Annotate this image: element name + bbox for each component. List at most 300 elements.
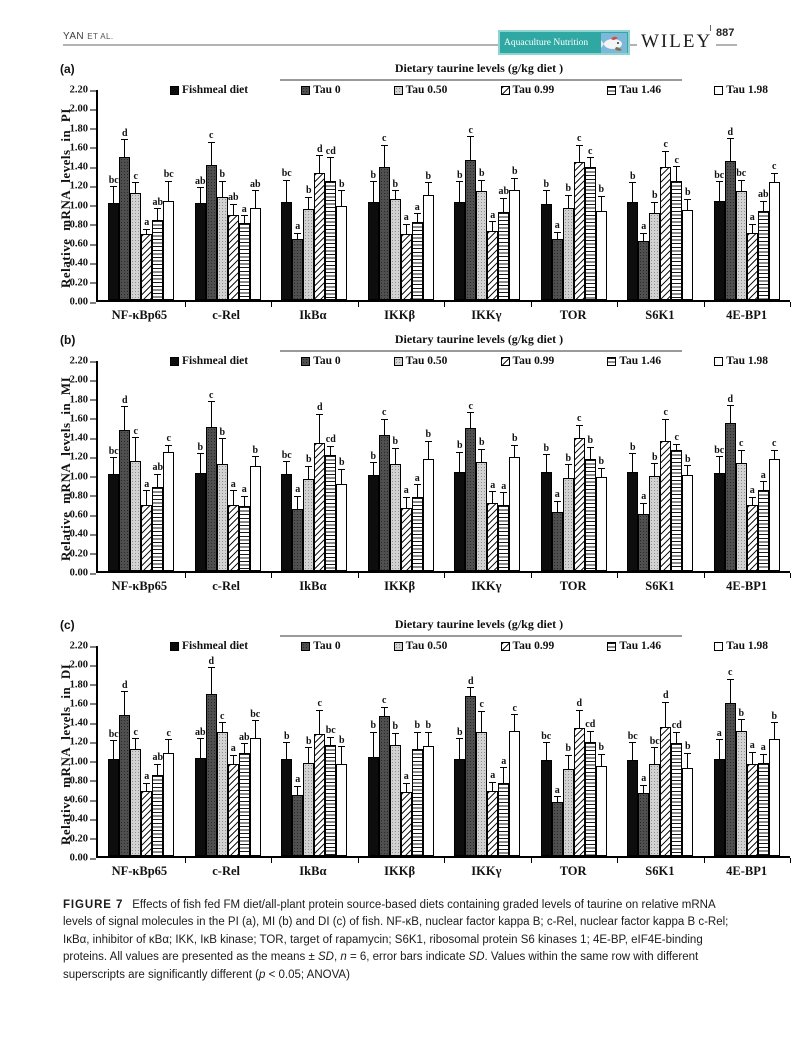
error-bar: [110, 457, 117, 474]
significance-letter: ab: [194, 726, 206, 738]
bar: [390, 436, 401, 571]
legend-marker-icon: [607, 642, 616, 651]
significance-letter: c: [382, 133, 387, 145]
error-bar: [489, 221, 496, 232]
significance-letter: b: [684, 453, 691, 465]
significance-letter: b: [511, 166, 518, 178]
bar: [552, 784, 563, 856]
bar: [130, 425, 141, 571]
y-tick-label: 1.00: [69, 471, 88, 483]
legend-marker-icon: [170, 642, 179, 651]
bar: [747, 212, 758, 300]
y-tick-label: 1.40: [69, 432, 88, 444]
legend-item-white: [714, 355, 768, 367]
x-category-label: 4E-BP1: [726, 308, 768, 322]
significance-letter: c: [772, 438, 777, 450]
bar: [239, 484, 250, 571]
bar: [509, 702, 520, 856]
error-bar: [132, 437, 139, 462]
error-bar: [392, 448, 399, 465]
error-bar: [684, 465, 691, 476]
bar: [758, 469, 769, 571]
significance-letter: b: [338, 734, 345, 746]
significance-letter: b: [771, 710, 778, 722]
error-bar: [565, 195, 572, 209]
significance-letter: bc: [108, 445, 119, 457]
bar: [368, 450, 379, 571]
significance-letter: b: [738, 707, 745, 719]
bar: [498, 755, 509, 856]
significance-letter: c: [166, 727, 171, 739]
error-bar: [760, 754, 767, 764]
legend-item-light-gray-dots: [394, 640, 448, 652]
significance-letter: ab: [757, 189, 769, 201]
y-tick-label: 1.60: [69, 413, 88, 425]
error-bar: [403, 497, 410, 510]
significance-letter: bc: [541, 730, 552, 742]
bar-group: [617, 646, 704, 856]
significance-letter: a: [490, 479, 496, 491]
error-bar: [208, 667, 215, 695]
error-bar: [132, 182, 139, 194]
fish-icon: [601, 33, 627, 53]
significance-letter: b: [219, 426, 226, 438]
bar: [487, 770, 498, 856]
y-tick-label: 1.40: [69, 717, 88, 729]
bar: [725, 667, 736, 856]
bar: [228, 478, 239, 571]
error-bar: [749, 497, 756, 507]
bar: [250, 444, 261, 571]
bar: [487, 479, 498, 571]
y-tick-label: 2.00: [69, 103, 88, 115]
bar: [412, 201, 423, 300]
y-axis: [68, 640, 96, 864]
bar-group: [98, 646, 185, 856]
bar: [303, 735, 314, 856]
significance-letter: a: [501, 755, 507, 767]
bar: [423, 429, 434, 571]
legend-marker-icon: [714, 357, 723, 366]
y-tick-label: 2.20: [69, 355, 88, 367]
y-axis-label: Relative mRNA levels in PI: [58, 108, 73, 288]
legend-label: Tau 1.98: [726, 640, 768, 652]
running-head: [63, 31, 114, 42]
bar: [368, 169, 379, 300]
legend-marker-icon: [301, 357, 310, 366]
caption-segment: p: [259, 968, 266, 981]
bar: [758, 742, 769, 856]
significance-letter: b: [392, 178, 399, 190]
significance-letter: b: [651, 190, 658, 202]
bar: [390, 721, 401, 856]
error-bar: [197, 453, 204, 473]
bar: [292, 484, 303, 571]
bar: [585, 719, 596, 856]
significance-letter: a: [230, 743, 236, 755]
legend-marker-icon: [607, 357, 616, 366]
legend-item-white: [714, 640, 768, 652]
error-bar: [640, 233, 647, 243]
bar: [194, 726, 206, 856]
y-tick-label: 0.00: [69, 567, 88, 579]
significance-letter: c: [588, 145, 593, 157]
bar: [682, 187, 693, 300]
error-bar: [283, 742, 290, 759]
legend-label: Tau 0.99: [512, 640, 555, 652]
error-bar: [241, 496, 248, 508]
bar: [660, 139, 671, 300]
error-bar: [165, 739, 172, 753]
error-bar: [749, 752, 756, 766]
bar: [250, 708, 261, 856]
significance-letter: c: [468, 400, 473, 412]
y-tick-label: 0.20: [69, 277, 88, 289]
legend-label: Tau 0: [313, 355, 341, 367]
bar: [163, 169, 174, 300]
x-category-label: IkBα: [299, 864, 327, 878]
error-bar: [771, 173, 778, 184]
error-bar: [727, 405, 734, 423]
bar: [368, 720, 379, 856]
y-tick-label: 2.00: [69, 374, 88, 386]
significance-letter: cd: [325, 145, 336, 157]
bar-group: [185, 90, 272, 300]
significance-letter: b: [511, 433, 518, 445]
plot-wrap: [68, 640, 790, 864]
bar: [596, 742, 607, 856]
bar-group: [704, 90, 791, 300]
error-bar: [154, 764, 161, 777]
error-bar: [598, 196, 605, 212]
bar: [671, 720, 682, 856]
significance-letter: b: [425, 170, 432, 182]
legend: [170, 640, 768, 652]
error-bar: [749, 224, 756, 234]
significance-letter: bc: [325, 725, 336, 737]
significance-letter: b: [565, 452, 572, 464]
significance-letter: d: [727, 393, 734, 405]
significance-letter: b: [456, 726, 463, 738]
significance-letter: b: [425, 429, 432, 441]
panel-a: [58, 60, 794, 328]
legend-item-diagonal-hatch: [501, 84, 555, 96]
significance-letter: a: [554, 784, 560, 796]
significance-letter: c: [772, 161, 777, 173]
bar: [714, 169, 725, 300]
bar: [769, 710, 780, 856]
error-bar: [716, 739, 723, 759]
error-bar: [738, 180, 745, 193]
error-bar: [500, 198, 507, 213]
error-bar: [511, 445, 518, 459]
bar: [649, 451, 660, 571]
error-bar: [771, 722, 778, 740]
legend-label: Tau 0.50: [405, 355, 448, 367]
y-tick-label: 1.20: [69, 736, 88, 748]
bar-group: [531, 646, 618, 856]
bar: [747, 485, 758, 571]
bar: [682, 453, 693, 571]
error-bar: [425, 441, 432, 460]
bar-group: [617, 90, 704, 300]
error-bar: [392, 733, 399, 747]
error-bar: [143, 490, 150, 505]
error-bar: [456, 181, 463, 202]
error-bar: [554, 796, 561, 803]
significance-letter: d: [121, 127, 128, 139]
x-category-label: IKKβ: [384, 308, 416, 322]
significance-letter: c: [739, 438, 744, 450]
bar: [238, 731, 250, 856]
error-bar: [500, 767, 507, 783]
x-category-label: IkBα: [299, 579, 327, 593]
error-bar: [219, 722, 226, 733]
bar: [541, 442, 552, 571]
significance-letter: c: [133, 170, 138, 182]
bar: [509, 166, 520, 300]
x-category-label: c-Rel: [212, 864, 240, 878]
significance-letter: a: [554, 220, 560, 232]
legend-label: Tau 1.46: [619, 84, 662, 96]
significance-letter: bc: [736, 168, 747, 180]
legend-marker-icon: [714, 642, 723, 651]
y-axis-label: Relative mRNA levels in DI: [58, 663, 73, 845]
bar: [563, 452, 574, 571]
plot-area: [96, 361, 790, 573]
significance-letter: bc: [714, 169, 725, 181]
bar: [325, 434, 336, 571]
legend-item-dark-gray-dots: [301, 640, 340, 652]
error-bar: [338, 469, 345, 485]
y-tick-label: 0.80: [69, 219, 88, 231]
bar: [769, 161, 780, 300]
legend-label: Fishmeal diet: [182, 84, 249, 96]
y-tick-label: 2.20: [69, 640, 88, 652]
legend-label: Tau 0.50: [405, 84, 448, 96]
bar: [336, 457, 347, 571]
bar: [108, 728, 119, 856]
significance-letter: ab: [194, 175, 206, 187]
error-bar: [716, 456, 723, 473]
error-bar: [143, 783, 150, 793]
significance-letter: a: [749, 485, 755, 497]
error-bar: [414, 732, 421, 750]
bar-group: [98, 90, 185, 300]
significance-letter: a: [295, 221, 301, 233]
bar: [649, 735, 660, 856]
bar: [563, 743, 574, 856]
error-bar: [640, 503, 647, 516]
bar: [249, 178, 261, 301]
error-bar: [629, 742, 636, 760]
bar: [325, 145, 336, 300]
error-bar: [467, 412, 474, 429]
bar: [574, 698, 585, 856]
bar: [130, 170, 141, 300]
error-bar: [294, 786, 301, 797]
significance-letter: c: [663, 139, 668, 151]
significance-letter: b: [305, 454, 312, 466]
significance-letter: bc: [108, 174, 119, 186]
bar: [281, 168, 292, 300]
error-bar: [629, 453, 636, 472]
error-bar: [727, 679, 734, 704]
legend-underline: [280, 635, 682, 637]
bar: [714, 727, 725, 856]
significance-letter: ab: [238, 731, 250, 743]
caption-segment: SD: [468, 951, 485, 964]
bar-group: [531, 361, 618, 571]
significance-letter: b: [370, 450, 377, 462]
y-tick-label: 0.60: [69, 238, 88, 250]
error-bar: [543, 190, 550, 204]
bar-group: [358, 646, 445, 856]
error-bar: [370, 181, 377, 202]
x-category-label: IKKγ: [471, 308, 502, 322]
bar: [465, 400, 476, 571]
significance-letter: d: [121, 679, 128, 691]
bar: [638, 491, 649, 571]
running-head-name: YAN: [63, 31, 85, 42]
y-tick-label: 0.40: [69, 813, 88, 825]
significance-letter: c: [133, 726, 138, 738]
error-bar: [305, 466, 312, 480]
error-bar: [478, 180, 485, 193]
legend-label: Fishmeal diet: [182, 640, 249, 652]
legend-title: Dietary taurine levels (g/kg diet ): [394, 61, 564, 75]
bar: [152, 196, 164, 300]
significance-letter: bc: [163, 169, 174, 181]
error-bar: [543, 742, 550, 760]
error-bar: [154, 474, 161, 488]
significance-letter: a: [144, 771, 150, 783]
legend-marker-icon: [394, 642, 403, 651]
plot-area: [96, 90, 790, 302]
significance-letter: a: [760, 469, 766, 481]
bar: [660, 407, 671, 571]
x-category-label: NF-κBp65: [111, 579, 168, 593]
bar: [412, 720, 423, 856]
y-tick-label: 1.00: [69, 200, 88, 212]
error-bar: [587, 731, 594, 744]
error-bar: [500, 492, 507, 506]
significance-letter: b: [684, 741, 691, 753]
significance-letter: b: [629, 170, 636, 182]
bar: [336, 734, 347, 857]
legend-marker-icon: [714, 86, 723, 95]
significance-letter: b: [684, 187, 691, 199]
significance-letter: a: [414, 201, 420, 213]
significance-letter: a: [760, 742, 766, 754]
bar: [152, 752, 164, 856]
error-bar: [760, 201, 767, 213]
error-bar: [738, 719, 745, 732]
bar: [401, 771, 412, 856]
error-bar: [456, 738, 463, 759]
legend: [170, 355, 768, 367]
bar: [627, 170, 638, 300]
significance-letter: bc: [250, 708, 261, 720]
caption-segment: ,: [333, 951, 341, 964]
error-bar: [543, 454, 550, 472]
x-category-label: c-Rel: [212, 308, 240, 322]
bar: [239, 203, 250, 300]
significance-letter: a: [295, 484, 301, 496]
error-bar: [565, 464, 572, 478]
significance-letter: c: [663, 407, 668, 419]
significance-letter: d: [467, 675, 474, 687]
bar: [476, 437, 487, 571]
error-bar: [110, 186, 117, 203]
bar: [379, 407, 390, 571]
bar: [627, 441, 638, 571]
panel-label-a: (a): [60, 62, 75, 76]
y-tick-label: 1.40: [69, 161, 88, 173]
x-axis-labels: [96, 864, 790, 879]
significance-letter: a: [403, 212, 409, 224]
y-tick-label: 0.40: [69, 257, 88, 269]
bar-group: [358, 361, 445, 571]
bar: [314, 143, 325, 300]
bar: [757, 189, 769, 300]
legend-item-diagonal-hatch: [501, 355, 555, 367]
legend-label: Tau 1.98: [726, 355, 768, 367]
running-head-etal: ET AL.: [87, 32, 114, 41]
bar: [638, 773, 649, 856]
significance-letter: d: [316, 402, 323, 414]
error-bar: [651, 202, 658, 215]
significance-letter: c: [479, 699, 484, 711]
significance-letter: ab: [498, 186, 510, 198]
page-number: 887: [716, 27, 735, 39]
error-bar: [165, 181, 172, 202]
bar: [574, 133, 585, 300]
legend-item-solid-black: [170, 355, 248, 367]
significance-letter: cd: [671, 720, 682, 732]
significance-letter: cd: [585, 719, 596, 731]
significance-letter: b: [629, 441, 636, 453]
legend: [170, 84, 768, 96]
panel-label-b: (b): [60, 333, 76, 347]
legend-marker-icon: [607, 86, 616, 95]
error-bar: [121, 139, 128, 158]
significance-letter: c: [468, 124, 473, 136]
significance-letter: c: [674, 154, 679, 166]
figure-caption: [63, 897, 741, 984]
error-bar: [456, 452, 463, 473]
bar: [141, 478, 152, 571]
error-bar: [403, 224, 410, 235]
bar-group: [271, 90, 358, 300]
error-bar: [425, 732, 432, 747]
legend-item-light-gray-dots: [394, 84, 448, 96]
error-bar: [294, 496, 301, 510]
significance-letter: b: [392, 436, 399, 448]
significance-letter: bc: [281, 168, 292, 180]
error-bar: [197, 187, 204, 203]
y-tick-label: 2.00: [69, 659, 88, 671]
error-bar: [381, 419, 388, 436]
significance-letter: b: [305, 735, 312, 747]
y-tick-label: 1.60: [69, 142, 88, 154]
x-category-label: 4E-BP1: [726, 864, 768, 878]
bar: [454, 726, 465, 856]
legend-item-horizontal-lines: [607, 84, 661, 96]
legend-underline: [280, 350, 682, 352]
bar-group: [704, 646, 791, 856]
significance-letter: c: [317, 698, 322, 710]
